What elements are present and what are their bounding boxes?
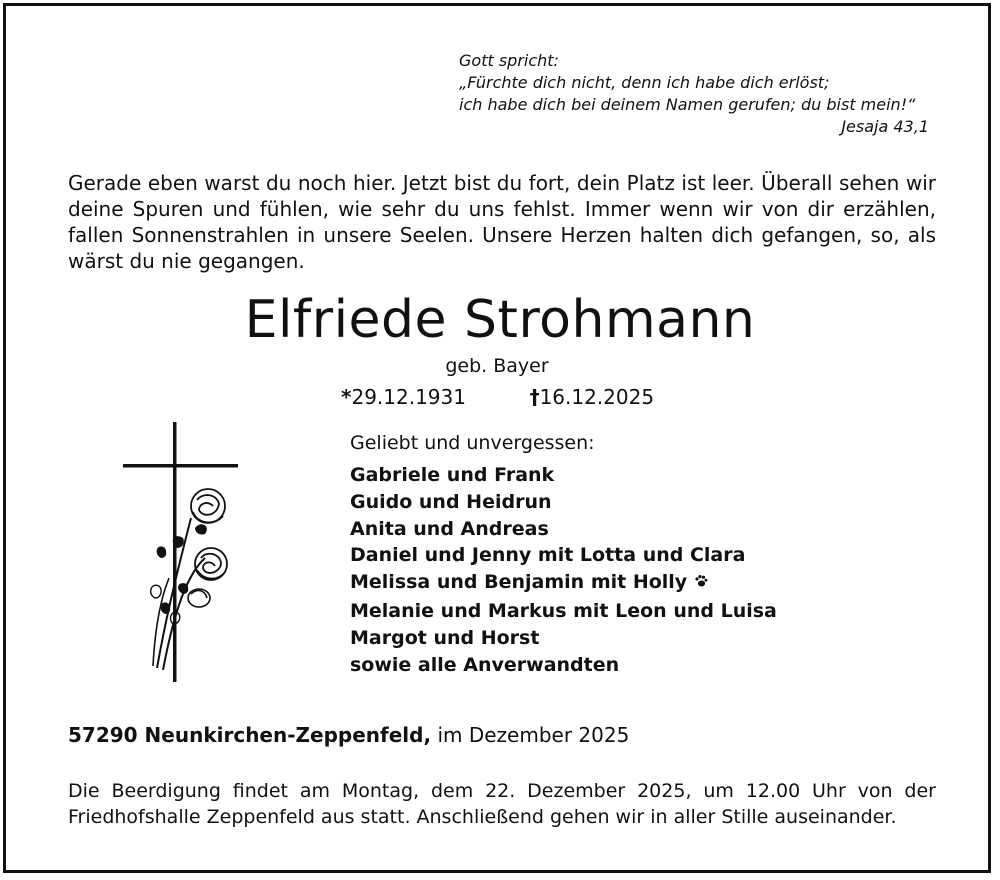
funeral-info: Die Beerdigung findet am Montag, dem 22. Dezember 2025, um 12.00 Uhr von der Friedhofshalle Zeppenfeld aus statt. Anschließend gehen wir in aller Stille auseinander. bbox=[68, 780, 936, 828]
survivor-entry: sowie alle Anverwandten bbox=[350, 653, 620, 676]
quote-line: „Fürchte dich nicht, denn ich habe dich erlöst; bbox=[459, 73, 830, 92]
cross-with-roses-icon bbox=[113, 408, 240, 682]
intro-poem: Gerade eben warst du noch hier. Jetzt bist du fort, dein Platz ist leer. Überall sehen wir deine Spuren und fühlen, wie sehr du uns fehlst. Immer wenn wir von dir erzählen, fallen Sonnenstrahlen in unsere Seelen. Unsere Herzen halten dich gefangen, so, als wärst du nie gegangen. bbox=[68, 171, 936, 273]
death-cross-icon: † bbox=[529, 385, 540, 409]
birth-star-icon: * bbox=[341, 385, 352, 409]
quote-line: Gott spricht: bbox=[459, 51, 559, 70]
place-and-date bbox=[68, 722, 629, 748]
quote-line: ich habe dich bei deinem Namen gerufen; du bist mein!“ bbox=[459, 95, 916, 114]
birth-date: 29.12.1931 bbox=[351, 385, 466, 409]
survivor-entry: Gabriele und Frank bbox=[350, 464, 555, 486]
survivors-heading: Geliebt und unvergessen: bbox=[350, 432, 595, 454]
deceased-name: Elfriede Strohmann bbox=[244, 290, 756, 350]
quote-source: Jesaja 43,1 bbox=[841, 117, 929, 136]
survivor-entry: Margot und Horst bbox=[350, 626, 540, 649]
survivor-entry: Anita und Andreas bbox=[350, 517, 549, 540]
bible-quote bbox=[459, 50, 939, 138]
survivors-list bbox=[350, 430, 950, 678]
place-location: 57290 Neunkirchen-Zeppenfeld, bbox=[68, 723, 432, 747]
survivor-entry-with-pet bbox=[350, 569, 950, 598]
paw-print-icon bbox=[694, 571, 708, 598]
survivor-entry: Daniel und Jenny mit Lotta und Clara bbox=[350, 544, 746, 567]
death-date: 16.12.2025 bbox=[539, 385, 655, 409]
birth-name: geb. Bayer bbox=[445, 355, 549, 377]
survivor-entry: Guido und Heidrun bbox=[350, 490, 552, 513]
place-date: im Dezember 2025 bbox=[437, 723, 630, 747]
survivor-entry: Melanie und Markus mit Leon und Luisa bbox=[350, 599, 777, 622]
life-dates bbox=[341, 384, 681, 410]
survivor-entry: Melissa und Benjamin mit Holly bbox=[350, 571, 688, 594]
